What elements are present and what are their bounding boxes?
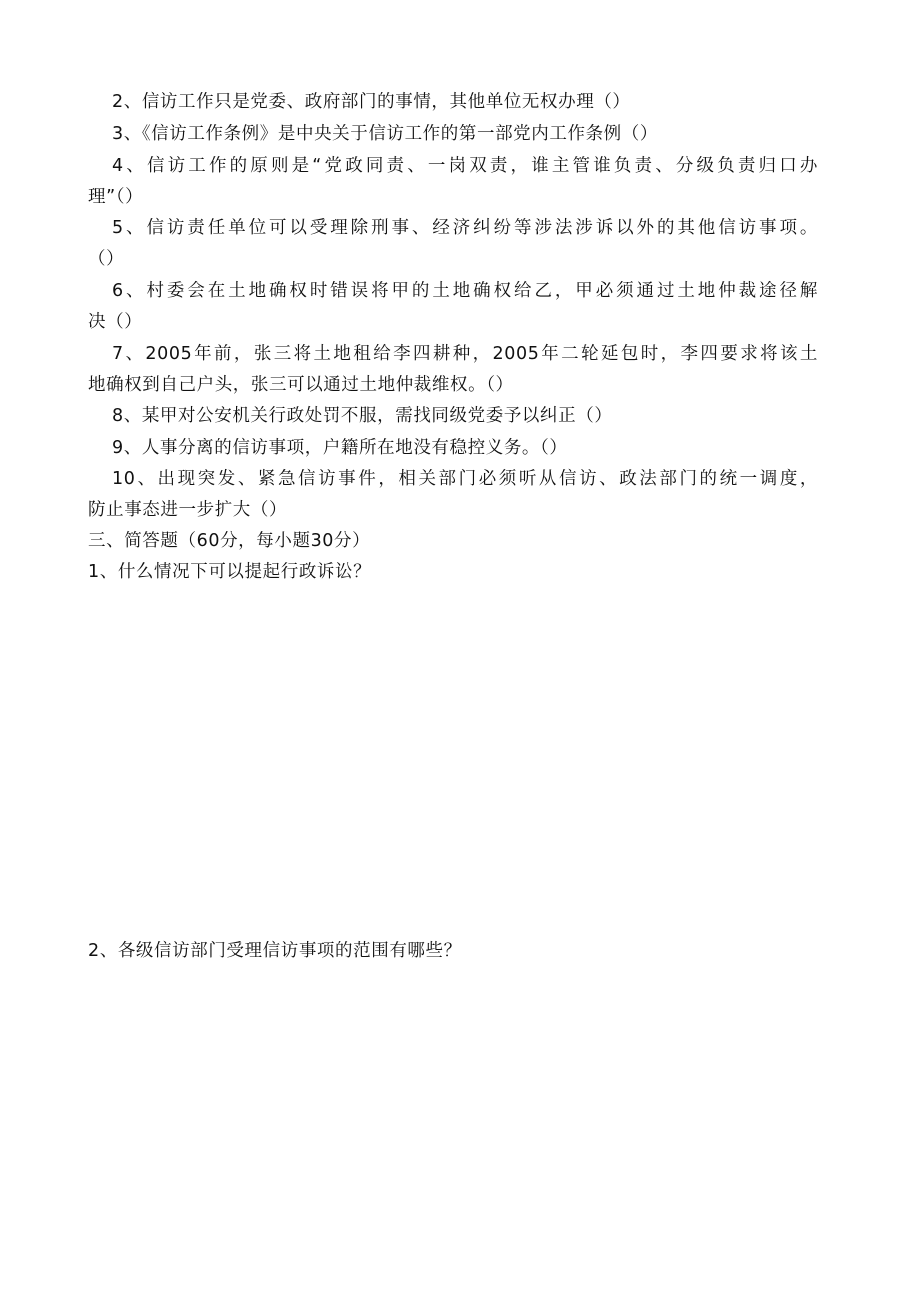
short-answer-question-1: 1、什么情况下可以提起行政诉讼？ — [88, 562, 372, 582]
section-3-heading: 三、简答题（60分，每小题30分） — [88, 531, 371, 551]
question-6-line-1: 6、村委会在土地确权时错误将甲的土地确权给乙，甲必须通过土地仲裁途径解 — [112, 281, 818, 301]
question-2: 2、信访工作只是党委、政府部门的事情，其他单位无权办理（） — [112, 92, 631, 112]
question-3: 3、《信访工作条例》是中央关于信访工作的第一部党内工作条例（） — [112, 124, 658, 144]
question-10-line-1: 10、出现突发、紧急信访事件，相关部门必须听从信访、政法部门的统一调度， — [112, 469, 818, 489]
question-9: 9、人事分离的信访事项，户籍所在地没有稳控义务。（） — [112, 438, 568, 458]
question-7-line-2: 地确权到自己户头，张三可以通过土地仲裁维权。（） — [88, 375, 514, 395]
question-7-line-1: 7、2005年前，张三将土地租给李四耕种，2005年二轮延包时，李四要求将该土 — [112, 344, 818, 364]
question-5-line-1: 5、信访责任单位可以受理除刑事、经济纠纷等涉法涉诉以外的其他信访事项。 — [112, 218, 818, 238]
question-6-line-2: 决（） — [88, 312, 143, 332]
short-answer-question-2: 2、各级信访部门受理信访事项的范围有哪些？ — [88, 941, 462, 961]
question-4-line-2: 理”（） — [88, 187, 144, 207]
question-10-line-2: 防止事态进一步扩大（） — [88, 500, 288, 520]
question-5-line-2: （） — [88, 249, 125, 269]
question-4-line-1: 4、信访工作的原则是“党政同责、一岗双责，谁主管谁负责、分级负责归口办 — [112, 156, 818, 176]
question-8: 8、某甲对公安机关行政处罚不服，需找同级党委予以纠正（） — [112, 406, 613, 426]
